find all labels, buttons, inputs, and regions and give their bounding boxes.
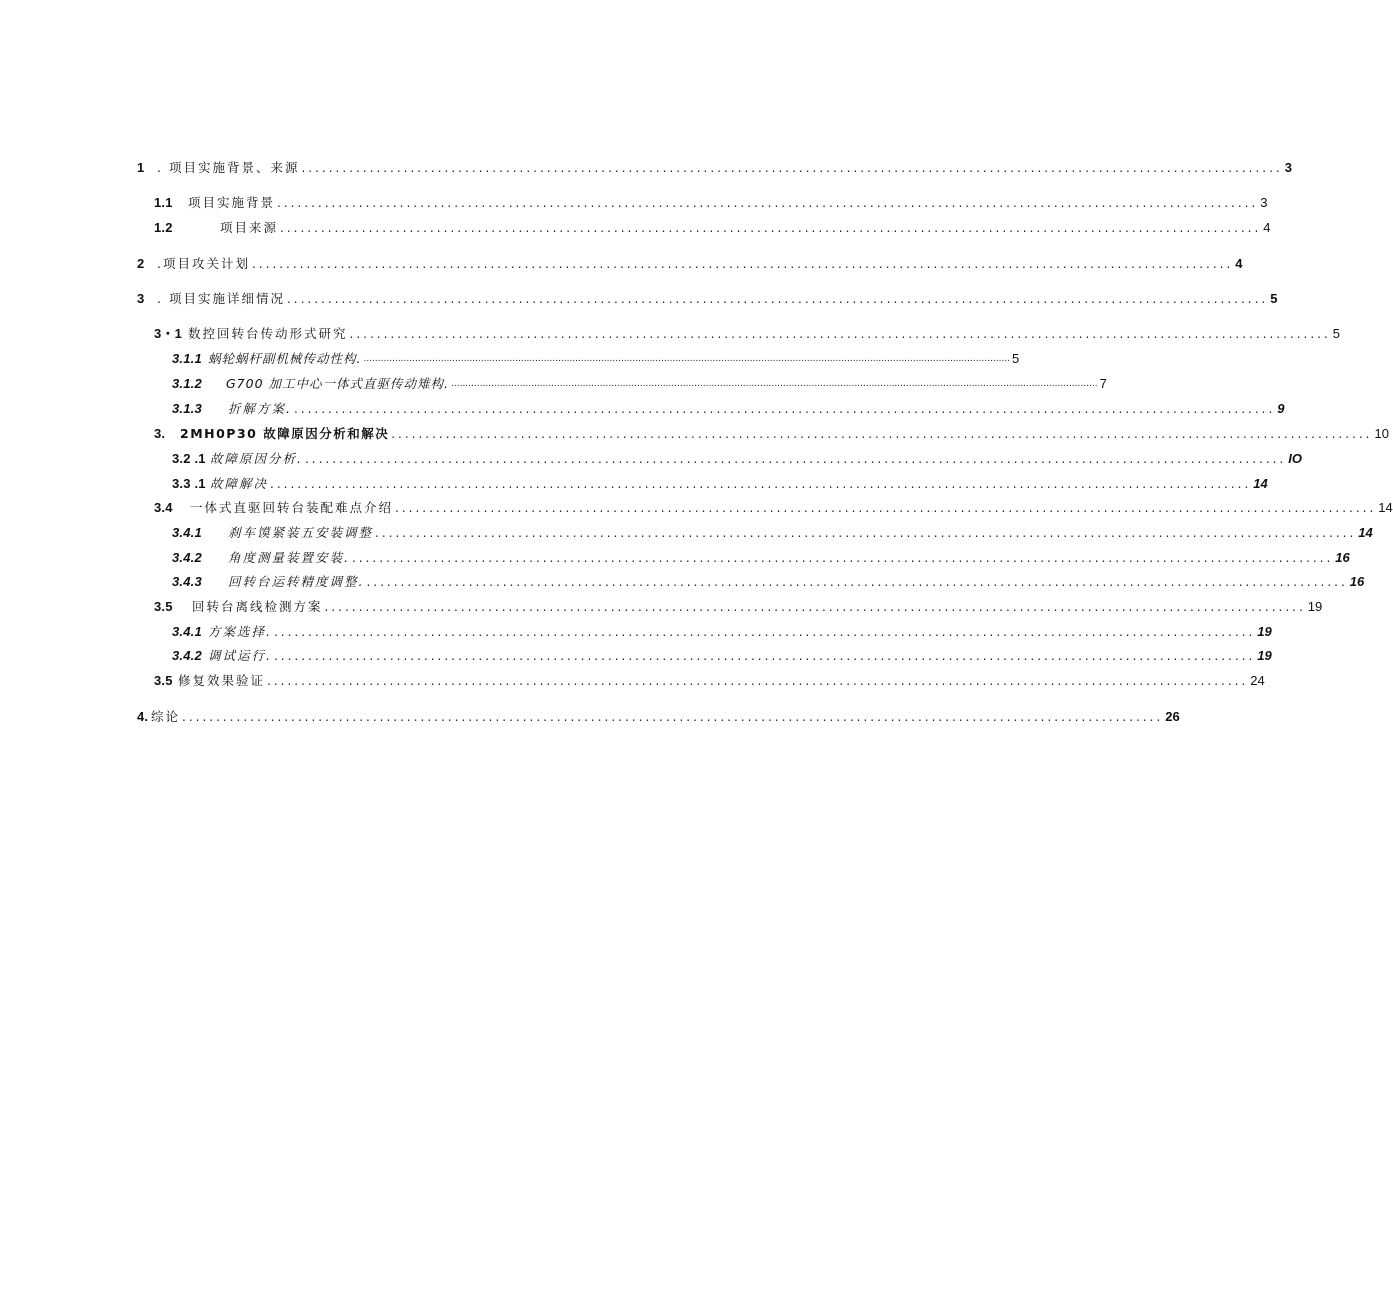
toc-entry[interactable] bbox=[0, 646, 1272, 666]
toc-title: 方案选择. bbox=[208, 624, 272, 639]
toc-number: 3.4.1 bbox=[172, 624, 202, 639]
toc-page: 19 bbox=[1257, 624, 1272, 639]
toc-number: 2 bbox=[137, 256, 145, 271]
toc-number: 3. bbox=[154, 426, 166, 441]
toc-title: 回转台运转精度调整. bbox=[228, 574, 365, 589]
toc-entry[interactable] bbox=[0, 498, 1393, 518]
toc-leader: ................................................................................................................................................ bbox=[293, 402, 1276, 416]
toc-number: 3.2 .1 bbox=[172, 451, 206, 466]
toc-number: 3.3 .1 bbox=[172, 476, 206, 491]
toc-leader: ................................................................................................................................................ bbox=[395, 501, 1377, 515]
toc-leader: ................................................................................................................................................ bbox=[280, 221, 1262, 235]
toc-leader: ................................................................................................................................................ bbox=[277, 196, 1259, 210]
toc-page: 16 bbox=[1349, 574, 1365, 589]
toc-title: 刹车馍紧装五安装调整 bbox=[228, 525, 374, 540]
toc-number: 3.4 bbox=[154, 500, 173, 515]
toc-entry[interactable] bbox=[0, 399, 1285, 419]
toc-title: 综论 bbox=[151, 709, 181, 724]
toc-page: 9 bbox=[1277, 401, 1285, 416]
toc-title: 角度测量装置安装. bbox=[228, 550, 350, 565]
toc-title: 折解方案. bbox=[228, 401, 292, 416]
toc-entry[interactable] bbox=[0, 622, 1272, 642]
toc-leader: ................................................................................................................................................ bbox=[366, 575, 1348, 589]
toc-title: 修复效果验证 bbox=[178, 673, 266, 688]
toc-leader: ................................................................................................................................................ bbox=[267, 674, 1249, 688]
toc-title: 回转台离线检测方案 bbox=[192, 599, 323, 614]
toc-leader: ................................................................................................................................................ bbox=[273, 625, 1256, 639]
toc-leader: ................................................................................................................................................ bbox=[301, 161, 1283, 175]
toc-title: 一体式直驱回转台装配难点介绍 bbox=[190, 500, 394, 515]
toc-title: 故障原因分析. bbox=[210, 451, 303, 466]
toc-page: 14 bbox=[1378, 500, 1393, 515]
toc-leader: ................................................................................................................................................ bbox=[182, 710, 1164, 724]
toc-entry[interactable] bbox=[0, 449, 1302, 469]
toc-number: 3.5 bbox=[154, 673, 173, 688]
toc-leader: ................................................................................................................................................ bbox=[304, 452, 1287, 466]
toc-entry[interactable] bbox=[0, 548, 1350, 568]
toc-number: 3.1.2 bbox=[172, 376, 202, 391]
toc-leader: ................................................................................................................................................ bbox=[324, 600, 1306, 614]
toc-entry[interactable] bbox=[0, 193, 1268, 213]
toc-page: IO bbox=[1288, 451, 1302, 466]
toc-leader: ................................................................................................................................................ bbox=[251, 257, 1234, 271]
toc-number: 1.1 bbox=[154, 195, 173, 210]
toc-entry[interactable] bbox=[0, 349, 1020, 369]
toc-title: 蜗轮蜗杆副机械传动性构. bbox=[208, 351, 362, 366]
toc-leader: ................................................................................................................................................ bbox=[273, 649, 1256, 663]
toc-page: 5 bbox=[1270, 291, 1278, 306]
toc-page: 4 bbox=[1235, 256, 1243, 271]
toc-entry[interactable] bbox=[0, 254, 1243, 274]
toc-leader: ................................................................................................................................................ bbox=[375, 526, 1357, 540]
toc-title: . 项目实施背景、来源 bbox=[157, 160, 300, 175]
toc-entry[interactable] bbox=[0, 324, 1341, 344]
toc-title: 项目实施背景 bbox=[188, 195, 276, 210]
toc-entry[interactable] bbox=[0, 523, 1373, 543]
toc-title: 2MH0P30 故障原因分析和解决 bbox=[180, 426, 390, 441]
toc-entry[interactable] bbox=[0, 424, 1389, 444]
toc-leader: ................................................................................................................................................ bbox=[351, 551, 1334, 565]
toc-leader: ................................................................................................................................................ bbox=[391, 427, 1373, 441]
toc-number: 1.2 bbox=[154, 220, 173, 235]
toc-entry[interactable] bbox=[0, 474, 1268, 494]
toc-entry[interactable] bbox=[0, 218, 1271, 238]
toc-leader: .................................................................................................................................................................................................................................. bbox=[363, 354, 1011, 364]
toc-number: 4. bbox=[137, 709, 149, 724]
toc-entry[interactable] bbox=[0, 572, 1365, 592]
toc-page: 5 bbox=[1012, 351, 1020, 366]
toc-number: 3・1 bbox=[154, 326, 183, 341]
toc-page: 19 bbox=[1307, 599, 1323, 614]
toc-page: 7 bbox=[1099, 376, 1107, 391]
toc-title: . 项目实施详细情况 bbox=[157, 291, 285, 306]
toc-entry[interactable] bbox=[0, 158, 1292, 178]
toc-entry[interactable] bbox=[0, 597, 1323, 617]
toc-entry[interactable] bbox=[0, 671, 1265, 691]
toc-number: 3.4.3 bbox=[172, 574, 202, 589]
toc-number: 1 bbox=[137, 160, 145, 175]
toc-page: 26 bbox=[1165, 709, 1180, 724]
toc-number: 3.4.1 bbox=[172, 525, 202, 540]
toc-title: 数控回转台传动形式研究 bbox=[188, 326, 348, 341]
toc-page: 14 bbox=[1358, 525, 1373, 540]
toc-leader: ................................................................................................................................................ bbox=[286, 292, 1269, 306]
toc-page: 19 bbox=[1257, 648, 1272, 663]
toc-entry[interactable] bbox=[0, 289, 1278, 309]
toc-page: 4 bbox=[1263, 220, 1271, 235]
toc-page: 5 bbox=[1332, 326, 1341, 341]
toc-page: 3 bbox=[1284, 160, 1292, 175]
toc-entry[interactable] bbox=[0, 707, 1180, 727]
toc-title: G700 加工中心一体式直驱传动雉构. bbox=[226, 376, 449, 391]
toc-entry[interactable] bbox=[0, 374, 1107, 394]
toc-leader: ................................................................................................................................................ bbox=[270, 477, 1252, 491]
toc-page: 3 bbox=[1260, 195, 1268, 210]
toc-title: 调试运行. bbox=[208, 648, 272, 663]
toc-title: 故障解决 bbox=[210, 476, 269, 491]
toc-number: 3.4.2 bbox=[172, 550, 202, 565]
toc-page: 24 bbox=[1250, 673, 1265, 688]
toc-number: 3.1.3 bbox=[172, 401, 202, 416]
toc-number: 3.4.2 bbox=[172, 648, 202, 663]
toc-page: 16 bbox=[1335, 550, 1350, 565]
toc-number: 3.5 bbox=[154, 599, 173, 614]
toc-leader: .................................................................................................................................................................................................................................. bbox=[451, 379, 1098, 389]
toc-number: 3.1.1 bbox=[172, 351, 202, 366]
toc-number: 3 bbox=[137, 291, 145, 306]
toc-page: 14 bbox=[1253, 476, 1268, 491]
toc-title: 项目来源 bbox=[220, 220, 279, 235]
toc-page: 10 bbox=[1374, 426, 1389, 441]
toc-leader: ................................................................................................................................................ bbox=[349, 327, 1331, 341]
toc-title: .项目攻关计划 bbox=[157, 256, 250, 271]
